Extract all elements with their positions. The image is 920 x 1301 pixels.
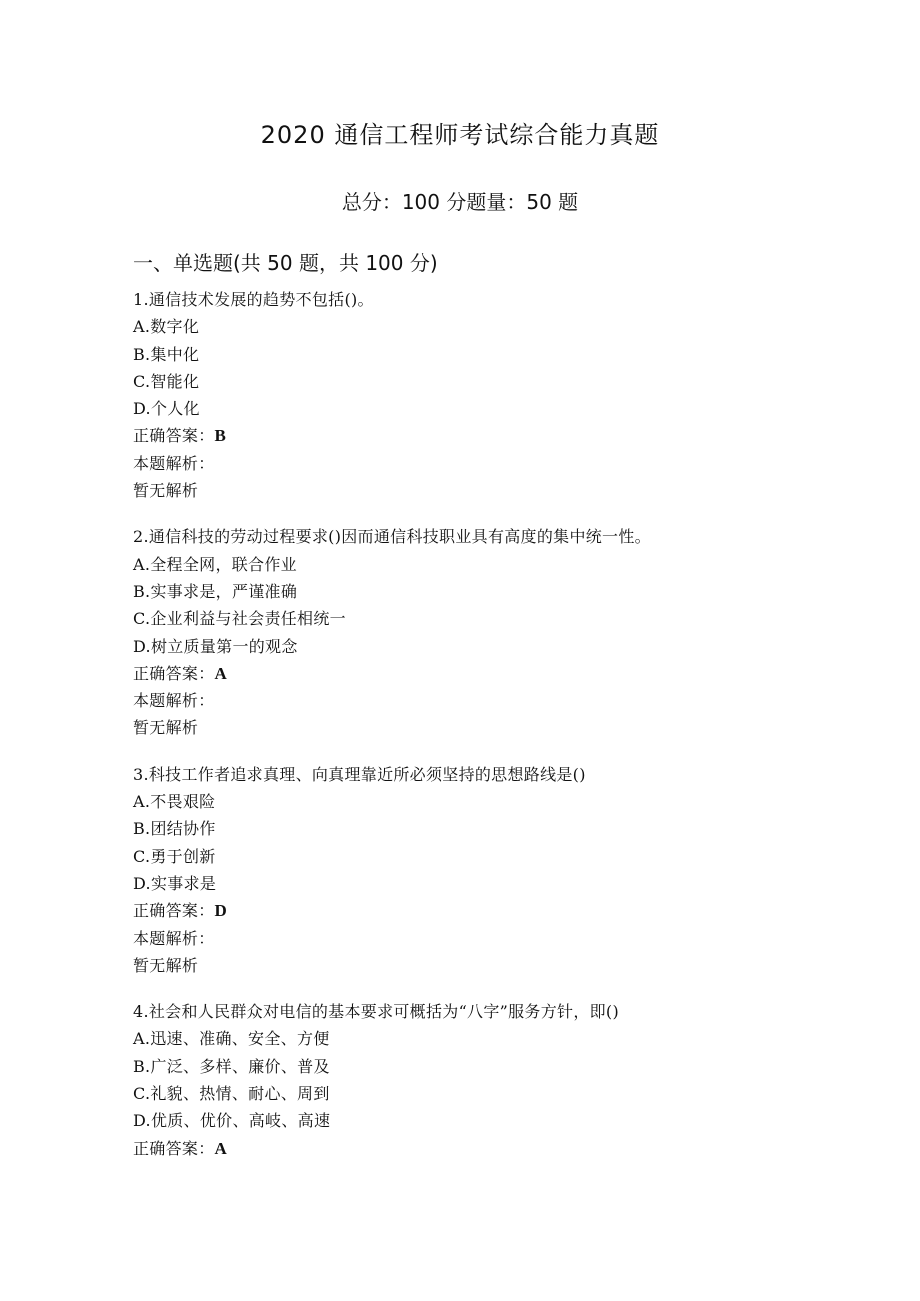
option-c: C.智能化 bbox=[133, 371, 200, 391]
option-a: A.数字化 bbox=[133, 317, 200, 337]
option-c: C.企业利益与社会责任相统一 bbox=[133, 609, 346, 629]
answer-label: 正确答案： bbox=[133, 1138, 215, 1158]
option-a: A.全程全网，联合作业 bbox=[133, 554, 297, 574]
option-b: B.集中化 bbox=[133, 344, 200, 364]
answer-value: B bbox=[214, 426, 227, 446]
answer-label: 正确答案： bbox=[133, 663, 215, 683]
analysis-text: 暂无解析 bbox=[133, 955, 199, 975]
analysis-text: 暂无解析 bbox=[133, 718, 199, 738]
option-d: D.优质、优价、高岐、高速 bbox=[133, 1111, 331, 1131]
question-stem: 1.通信技术发展的趋势不包括()。 bbox=[133, 290, 374, 309]
analysis-label: 本题解析： bbox=[133, 928, 215, 948]
exam-meta: 总分：100 分题量：50 题 bbox=[341, 190, 579, 214]
analysis-text: 暂无解析 bbox=[133, 481, 199, 501]
page-title: 2020 通信工程师考试综合能力真题 bbox=[260, 121, 660, 149]
analysis-label: 本题解析： bbox=[133, 453, 215, 473]
answer-value: A bbox=[214, 1138, 228, 1158]
answer-row bbox=[133, 422, 893, 449]
option-a: A.迅速、准确、安全、方便 bbox=[133, 1029, 330, 1049]
question-item bbox=[133, 286, 893, 504]
question-stem: 4.社会和人民群众对电信的基本要求可概括为“八字”服务方针，即() bbox=[133, 1002, 620, 1022]
option-d: D.树立质量第一的观念 bbox=[133, 636, 298, 656]
option-d: D.实事求是 bbox=[133, 873, 217, 893]
option-b: B.团结协作 bbox=[133, 819, 216, 839]
option-a: A.不畏艰险 bbox=[133, 792, 216, 812]
question-stem: 3.科技工作者追求真理、向真理靠近所必须坚持的思想路线是() bbox=[133, 764, 586, 784]
option-b: B.实事求是，严谨准确 bbox=[133, 581, 298, 601]
question-item bbox=[133, 998, 893, 1162]
answer-label: 正确答案： bbox=[133, 426, 215, 446]
option-c: C.勇于创新 bbox=[133, 846, 216, 866]
question-item bbox=[133, 523, 893, 741]
option-d: D.个人化 bbox=[133, 399, 200, 419]
answer-value: A bbox=[214, 663, 228, 683]
answer-label: 正确答案： bbox=[133, 901, 215, 921]
answer-row bbox=[133, 660, 893, 687]
question-list bbox=[133, 286, 893, 1181]
section-heading: 一、单选题(共 50 题，共 100 分) bbox=[133, 251, 438, 275]
option-b: B.广泛、多样、廉价、普及 bbox=[133, 1056, 330, 1076]
answer-value: D bbox=[214, 901, 228, 921]
option-c: C.礼貌、热情、耐心、周到 bbox=[133, 1084, 330, 1104]
analysis-label: 本题解析： bbox=[133, 691, 215, 711]
question-stem: 2.通信科技的劳动过程要求()因而通信科技职业具有高度的集中统一性。 bbox=[133, 527, 651, 547]
answer-row bbox=[133, 897, 893, 924]
question-item bbox=[133, 761, 893, 979]
answer-row bbox=[133, 1135, 893, 1162]
